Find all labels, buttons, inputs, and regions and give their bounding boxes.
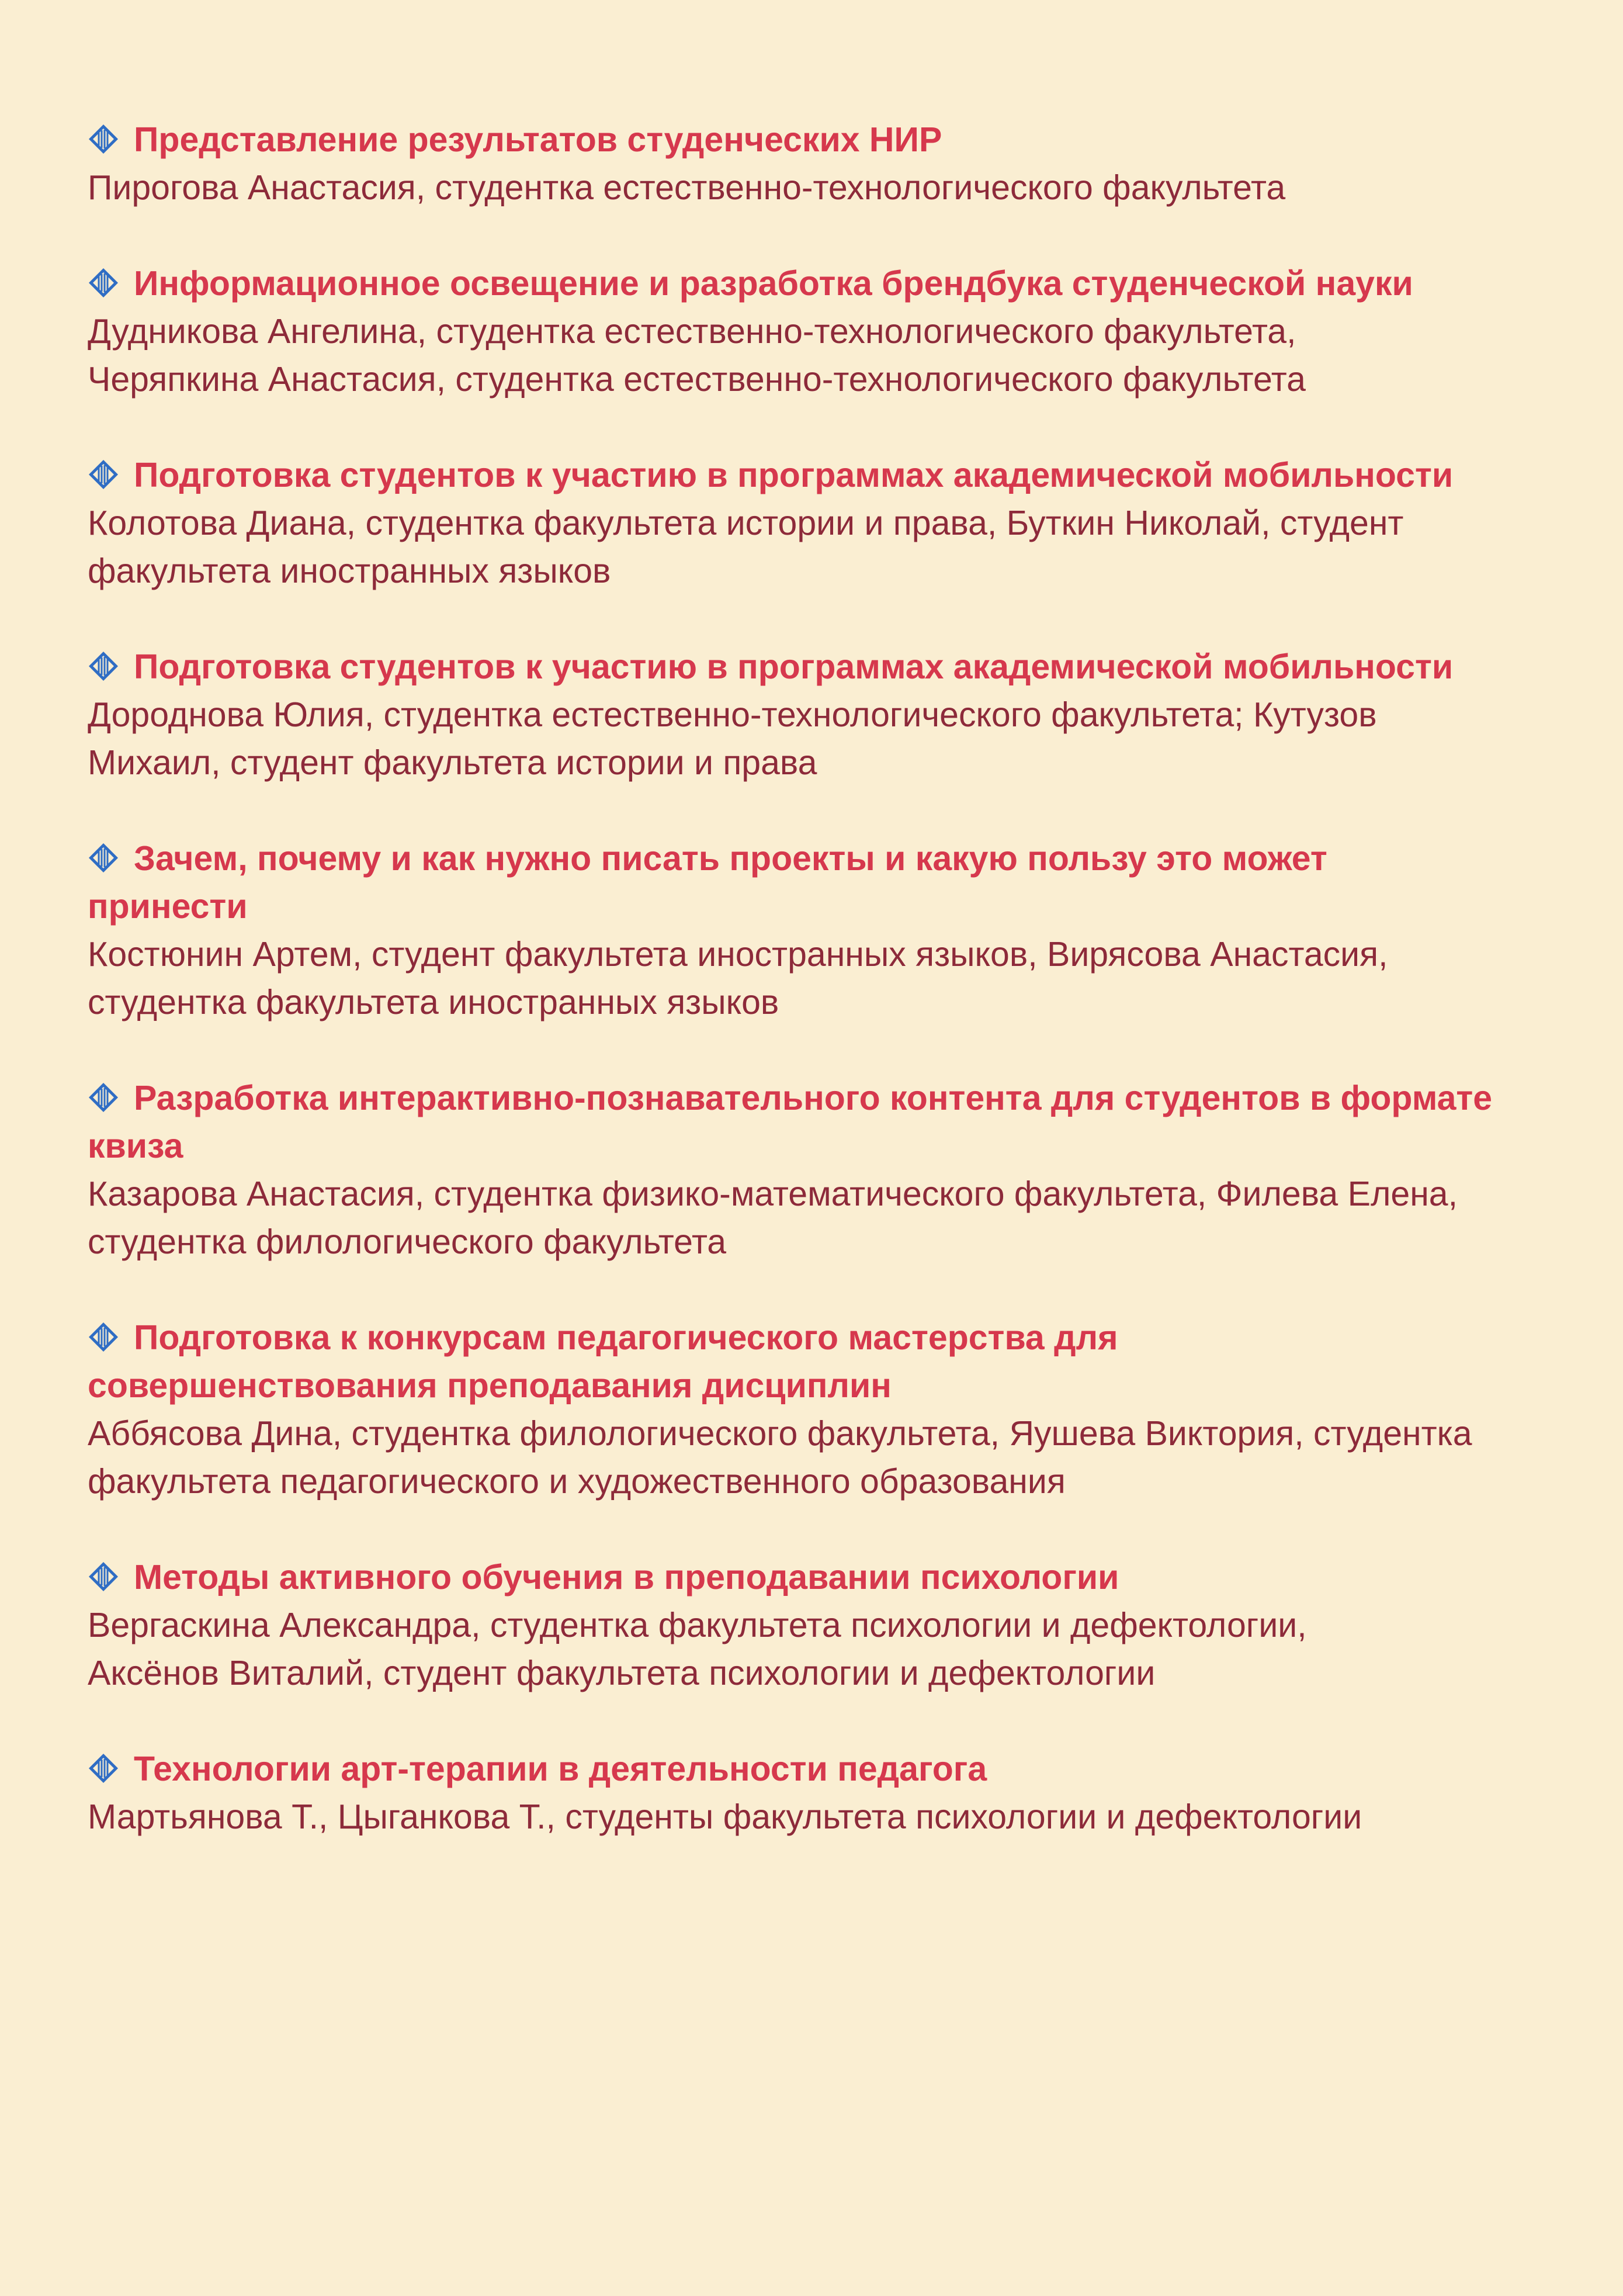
list-item [88, 259, 1548, 403]
entry-authors: Вергаскина Александра, студентка факультета психологии и дефектологии, Аксёнов Виталий, студент факультета психологии и дефектологии [88, 1606, 1307, 1692]
diamond-bullet-icon [88, 459, 119, 490]
list-item [88, 1553, 1548, 1697]
entry-authors: Пирогова Анастасия, студентка естественно-технологического факультета [88, 168, 1286, 207]
entry-authors: Колотова Диана, студентка факультета истории и права, Буткин Николай, студент факультета иностранных языков [88, 504, 1404, 590]
list-item [88, 643, 1548, 787]
entry-title: Подготовка студентов к участию в программах академической мобильности [88, 451, 1461, 499]
list-item [88, 451, 1548, 595]
diamond-bullet-icon [88, 650, 119, 682]
entry-authors: Аббясова Дина, студентка филологического факультета, Яушева Виктория, студентка факультета педагогического и художественного образования [88, 1414, 1472, 1501]
list-item [88, 116, 1548, 212]
entry-authors: Мартьянова Т., Цыганкова Т., студенты факультета психологии и дефектологии [88, 1798, 1362, 1836]
list-item [88, 834, 1548, 1026]
entry-authors: Дороднова Юлия, студентка естественно-технологического факультета; Кутузов Михаил, студент факультета истории и права [88, 695, 1377, 782]
entry-title: Технологии арт-терапии в деятельности педагога [88, 1745, 1548, 1793]
diamond-bullet-icon [88, 1082, 119, 1113]
list-item [88, 1314, 1548, 1505]
entry-authors: Дудникова Ангелина, студентка естественно-технологического факультета, Черяпкина Анастасия, студентка естественно-технологического факультета [88, 312, 1306, 399]
diamond-bullet-icon [88, 1561, 119, 1592]
entry-authors: Казарова Анастасия, студентка физико-математического факультета, Филева Елена, студентка филологического факультета [88, 1175, 1458, 1261]
entry-title: Методы активного обучения в преподавании психологии [88, 1553, 1548, 1601]
diamond-bullet-icon [88, 1753, 119, 1784]
diamond-bullet-icon [88, 1321, 119, 1353]
entry-title: Разработка интерактивно-познавательного контента для студентов в формате квиза [88, 1079, 1493, 1165]
diamond-bullet-icon [88, 267, 119, 299]
entry-title: Зачем, почему и как нужно писать проекты и какую пользу это может принести [88, 839, 1327, 926]
list-item [88, 1745, 1548, 1841]
program-list [88, 116, 1548, 1841]
entry-title: Подготовка студентов к участию в программах академической мобильности [88, 643, 1461, 691]
entry-authors: Костюнин Артем, студент факультета иностранных языков, Вирясова Анастасия, студентка факультета иностранных языков [88, 935, 1388, 1021]
entry-title: Информационное освещение и разработка брендбука студенческой науки [88, 259, 1548, 307]
diamond-bullet-icon [88, 842, 119, 874]
entry-title: Подготовка к конкурсам педагогического мастерства для совершенствования преподавания дисциплин [88, 1318, 1118, 1405]
diamond-bullet-icon [88, 123, 119, 155]
list-item [88, 1074, 1548, 1266]
entry-title: Представление результатов студенческих НИР [88, 116, 1548, 164]
